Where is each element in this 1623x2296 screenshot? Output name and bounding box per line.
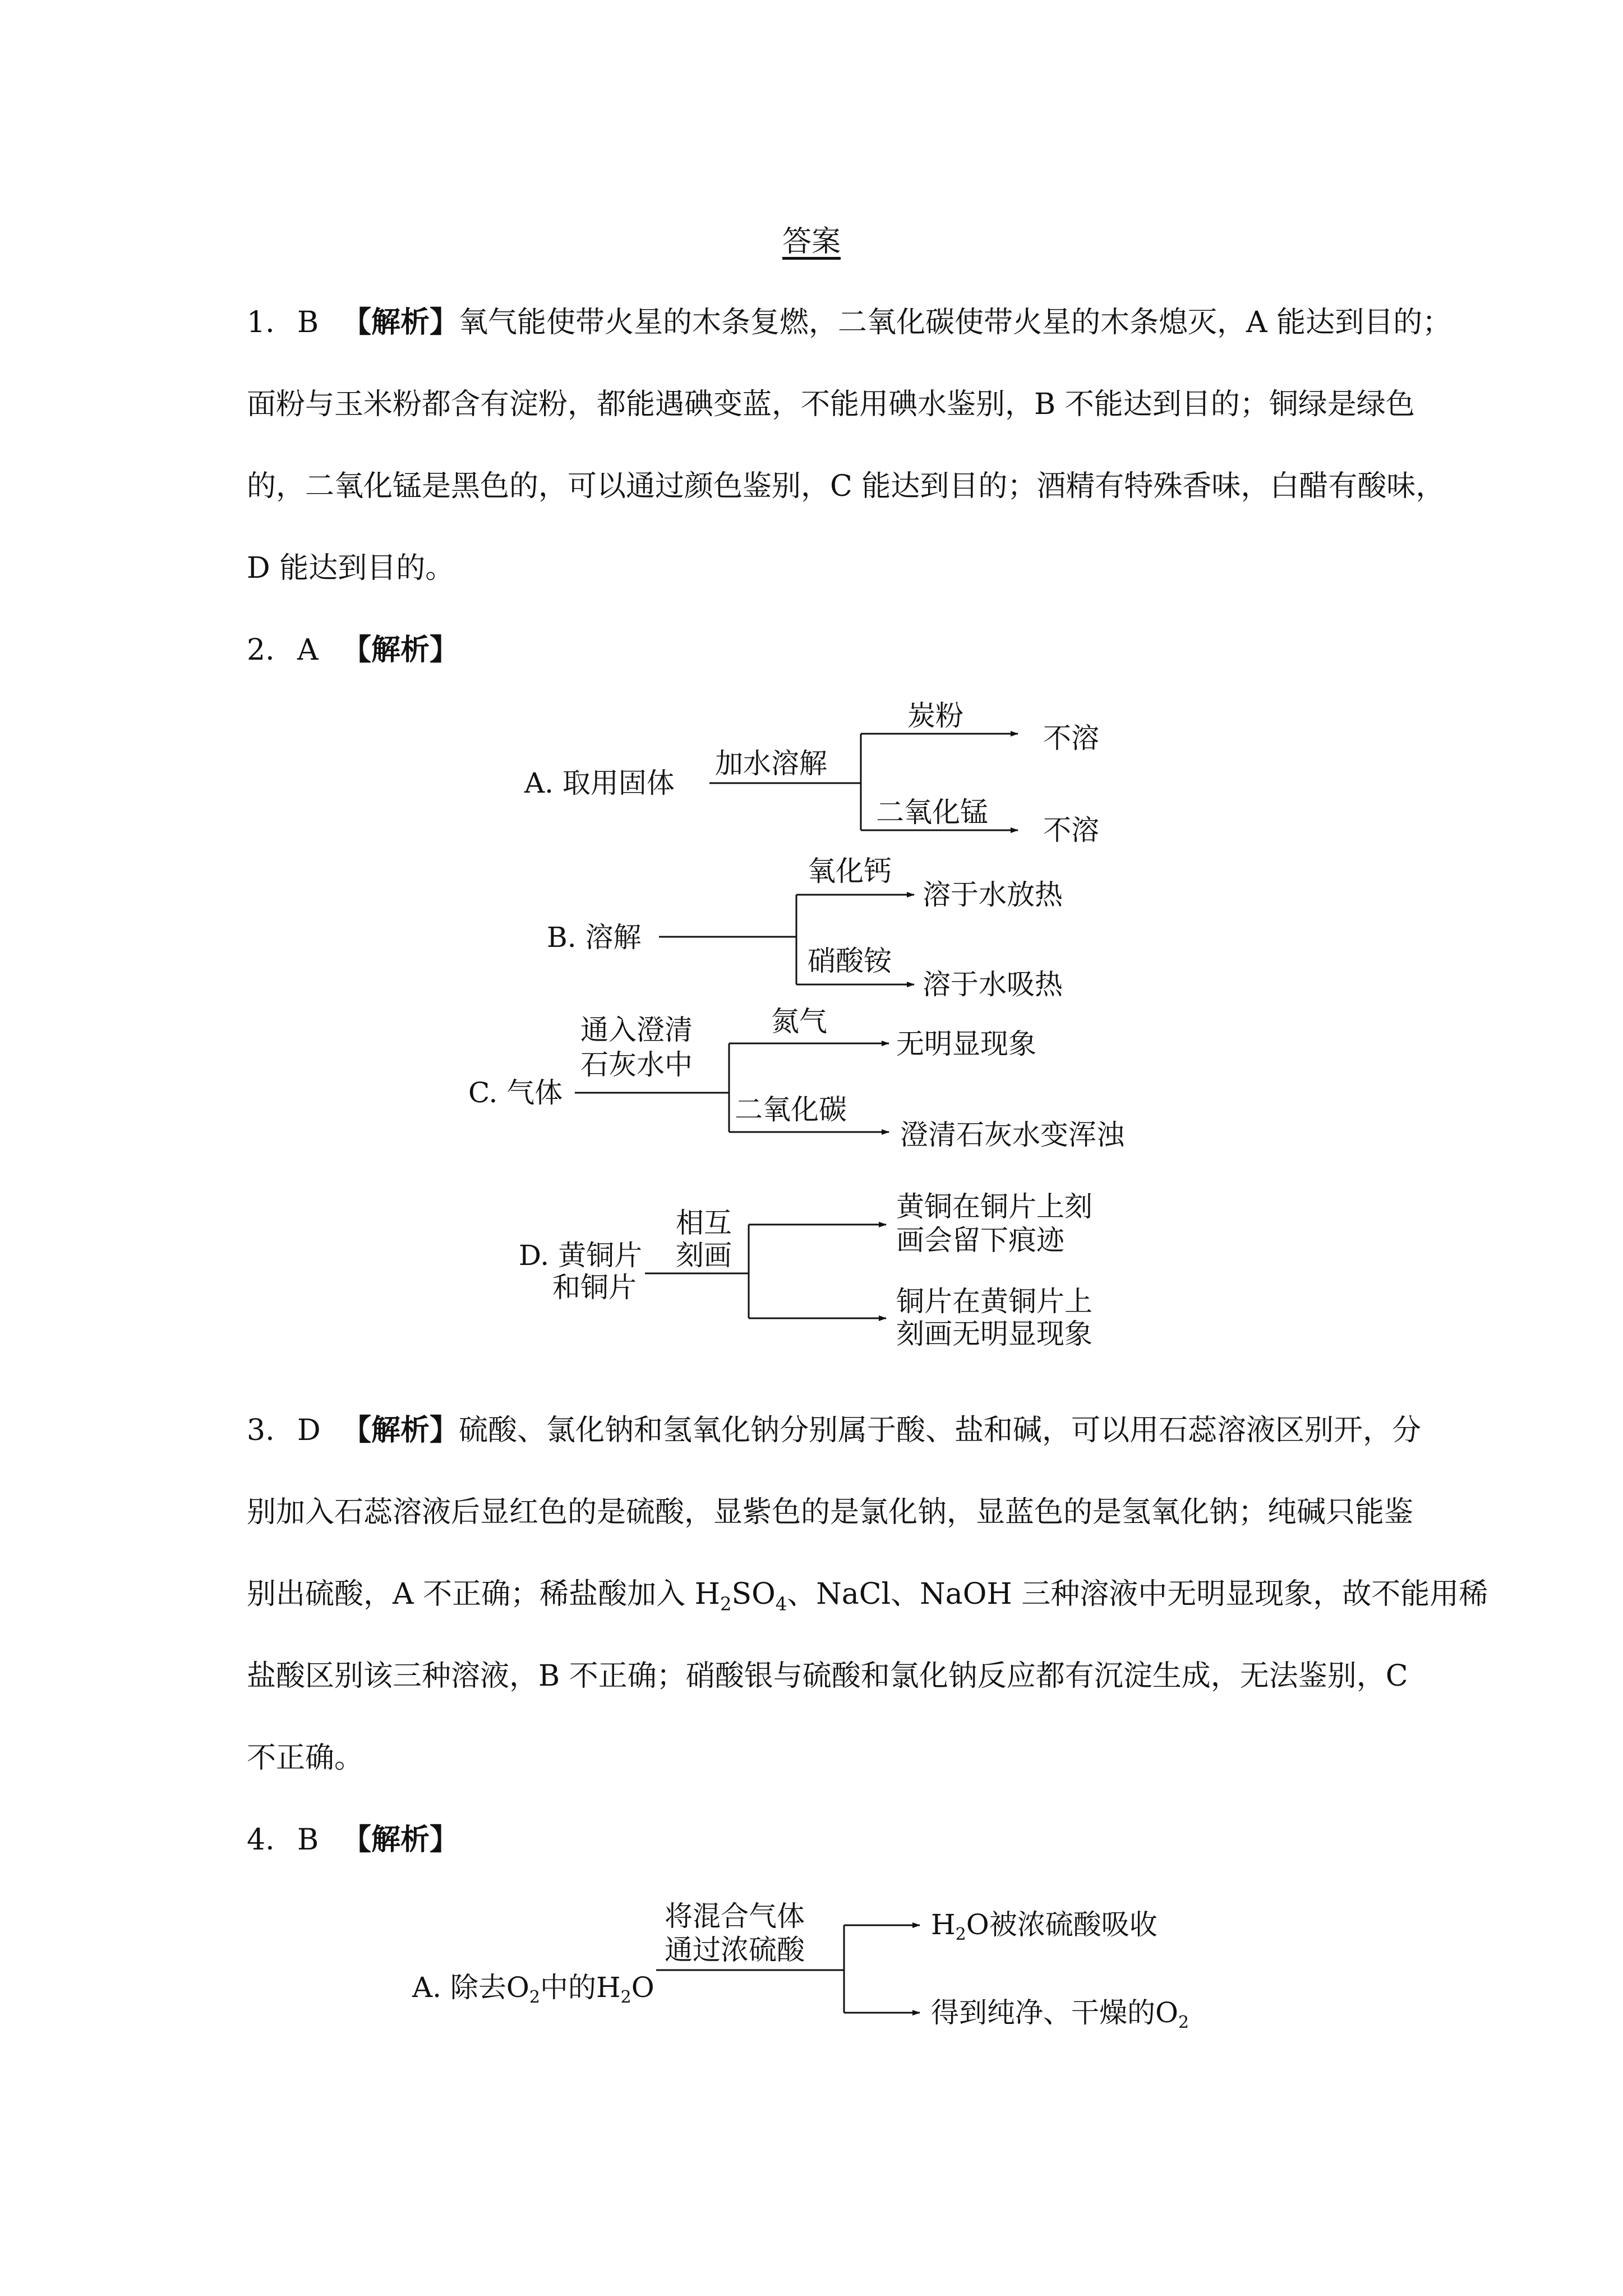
- q4-diagram-root: A. 除去$O_2$中的$H_2O$: [412, 1971, 654, 2007]
- diagram-b-root: B. 溶解: [547, 921, 642, 954]
- diagram-c-branch-1-result: 无明显现象: [896, 1028, 1036, 1060]
- q3-text-line-2: 别加入石蕊溶液后显红色的是硫酸，显紫色的是氯化钠，显蓝色的是氢氧化钠；纯碱只能鉴: [247, 1496, 1414, 1529]
- diagram-b-branch-1-result: 溶于水放热: [923, 878, 1063, 911]
- page-title: 答案: [782, 225, 841, 259]
- question-number: 2.: [247, 633, 275, 667]
- analysis-tag: 【解析】: [342, 1823, 459, 1857]
- diagram-d: [519, 1190, 1092, 1350]
- q4-diagram-action-line-1: 将混合气体: [665, 1900, 805, 1932]
- diagram-d-branch-2-result-line-2: 刻画无明显现象: [896, 1318, 1092, 1350]
- answer-letter: D: [297, 1414, 321, 1447]
- question-number: 4.: [247, 1823, 275, 1857]
- diagram-d-action-line-1: 相互: [676, 1207, 732, 1239]
- question-4: [247, 1816, 459, 1858]
- diagram-a-action: 加水溶解: [715, 747, 827, 780]
- answer-letter: B: [297, 306, 319, 339]
- q3-text-line-1: 硫酸、氯化钠和氢氧化钠分别属于酸、盐和碱，可以用石蕊溶液区别开，分: [459, 1414, 1422, 1447]
- diagram-d-branch-1-result-line-1: 黄铜在铜片上刻: [896, 1190, 1092, 1223]
- analysis-tag: 【解析】: [342, 633, 459, 667]
- diagram-d-action-line-2: 刻画: [676, 1239, 732, 1272]
- q1-text-line-3: 的，二氧化锰是黑色的，可以通过颜色鉴别，C 能达到目的；酒精有特殊香味，白醋有酸味，: [247, 470, 1445, 503]
- diagram-b: [547, 855, 1063, 1001]
- diagram-c-root: C. 气体: [468, 1076, 563, 1109]
- diagram-a-branch-1-label: 炭粉: [907, 700, 963, 732]
- diagram-c-action-line-2: 石灰水中: [580, 1048, 693, 1081]
- diagram-d-root-line-1: D. 黄铜片: [519, 1239, 643, 1272]
- diagram-d-branch-1-result-line-2: 画会留下痕迹: [896, 1224, 1064, 1257]
- q4-diagram-a: [412, 1900, 1189, 2032]
- diagram-b-branch-1-label: 氧化钙: [808, 855, 892, 887]
- diagram-b-branch-2-label: 硝酸铵: [808, 945, 892, 977]
- diagram-b-branch-2-result: 溶于水吸热: [923, 968, 1063, 1001]
- diagram-c-branch-2-result: 澄清石灰水变浑浊: [900, 1119, 1124, 1151]
- diagram-c-branch-2-label: 二氧化碳: [735, 1093, 847, 1126]
- question-number: 3.: [247, 1414, 275, 1447]
- diagram-c-branch-1-label: 氮气: [771, 1005, 827, 1038]
- q1-text-line-4: D 能达到目的。: [247, 551, 455, 585]
- analysis-tag: 【解析】: [342, 305, 459, 339]
- diagram-a-branch-2-result: 不溶: [1043, 814, 1099, 846]
- answer-letter: A: [297, 633, 319, 667]
- q3-text-line-4: 盐酸区别该三种溶液，B 不正确；硝酸银与硫酸和氯化钠反应都有沉淀生成，无法鉴别，C: [247, 1659, 1408, 1693]
- question-number: 1.: [247, 306, 275, 339]
- analysis-tag: 【解析】: [342, 1413, 459, 1447]
- answer-letter: B: [297, 1823, 319, 1857]
- diagram-d-root-line-2: 和铜片: [552, 1271, 637, 1304]
- diagram-a-branch-1-result: 不溶: [1043, 722, 1099, 754]
- q1-text-line-1: 氧气能使带火星的木条复燃，二氧化碳使带火星的木条熄灭，A 能达到目的；: [459, 306, 1452, 339]
- diagram-c: [468, 1005, 1126, 1151]
- diagram-a-root: A. 取用固体: [524, 767, 675, 799]
- q4-diagram-result-2: 得到纯净、干燥的$O_2$: [931, 1996, 1189, 2032]
- diagram-a-branch-2-label: 二氧化锰: [876, 796, 988, 829]
- q1-text-line-2: 面粉与玉米粉都含有淀粉，都能遇碘变蓝，不能用碘水鉴别，B 不能达到目的；铜绿是绿色: [247, 388, 1415, 421]
- q4-diagram-result-1: $H_2O$被浓硫酸吸收: [931, 1908, 1158, 1944]
- q3-text-line-3: 别出硫酸，A 不正确；稀盐酸加入 $H_2SO_4$、NaCl、NaOH 三种溶液中无明显现象，故不能用稀: [247, 1577, 1488, 1615]
- q3-text-line-5: 不正确。: [247, 1741, 364, 1775]
- diagram-a: [524, 700, 1099, 846]
- diagram-c-action-line-1: 通入澄清: [580, 1014, 693, 1046]
- q4-diagram-action-line-2: 通过浓硫酸: [665, 1934, 805, 1966]
- diagram-d-branch-2-result-line-1: 铜片在黄铜片上: [896, 1285, 1092, 1318]
